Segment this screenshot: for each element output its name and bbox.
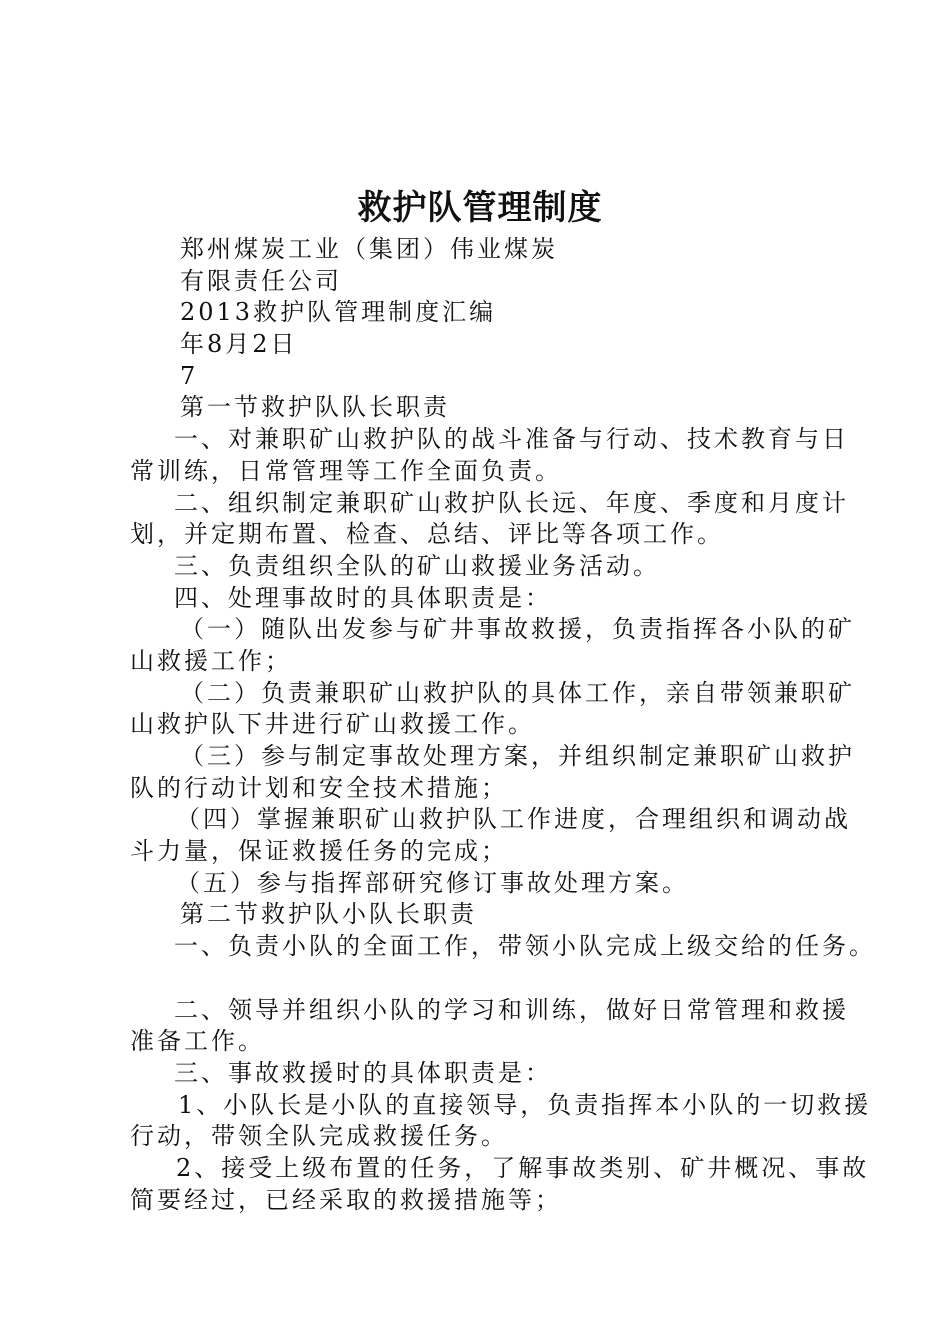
- text-line: 2013救护队管理制度汇编: [180, 298, 497, 327]
- section-heading: 第一节救护队队长职责: [180, 393, 450, 422]
- document-title: 救护队管理制度: [357, 188, 603, 228]
- paragraph-line: 一、负责小队的全面工作，带领小队完成上级交给的任务。: [174, 932, 876, 961]
- text-line: 郑州煤炭工业（集团）伟业煤炭: [180, 235, 558, 263]
- paragraph-line: 斗力量，保证救援任务的完成；: [130, 837, 508, 866]
- paragraph-line: （五）参与指挥部研究修订事故处理方案。: [176, 868, 689, 897]
- paragraph-line: 三、负责组织全队的矿山救援业务活动。: [174, 551, 660, 580]
- paragraph-line: （二）负责兼职矿山救护队的具体工作，亲自带领兼职矿: [180, 678, 855, 707]
- paragraph-line: 山救援工作；: [130, 646, 292, 675]
- paragraph-line: （三）参与制定事故处理方案，并组织制定兼职矿山救护: [180, 742, 855, 770]
- paragraph-line: 划，并定期布置、检查、总结、评比等各项工作。: [130, 520, 724, 549]
- text-line: 7: [180, 361, 199, 390]
- paragraph-line: 准备工作。: [130, 1027, 265, 1056]
- section-heading: 第二节救护队小队长职责: [180, 900, 477, 929]
- paragraph-line: 三、事故救援时的具体职责是：: [174, 1058, 552, 1087]
- paragraph-line: 2、接受上级布置的任务，了解事故类别、矿井概况、事故: [176, 1153, 870, 1182]
- paragraph-line: 队的行动计划和安全技术措施；: [130, 773, 508, 802]
- text-line: 年8月2日: [180, 330, 298, 359]
- paragraph-line: 四、处理事故时的具体职责是：: [174, 583, 552, 612]
- paragraph-line: 简要经过，已经采取的救援措施等；: [130, 1185, 562, 1214]
- text-line: 有限责任公司: [180, 266, 342, 295]
- paragraph-line: 常训练，日常管理等工作全面负责。: [130, 456, 562, 485]
- paragraph-line: 一、对兼职矿山救护队的战斗准备与行动、技术教育与日: [174, 425, 849, 454]
- paragraph-line: （四）掌握兼职矿山救护队工作进度，合理组织和调动战: [176, 805, 851, 834]
- paragraph-line: 二、组织制定兼职矿山救护队长远、年度、季度和月度计: [174, 488, 849, 517]
- paragraph-line: 山救护队下井进行矿山救援工作。: [130, 710, 535, 739]
- document-body: [130, 234, 876, 1216]
- blank-line: [130, 963, 870, 995]
- paragraph-line: 1、小队长是小队的直接领导，负责指挥本小队的一切救援: [178, 1090, 872, 1119]
- paragraph-line: 行动，带领全队完成救援任务。: [130, 1122, 508, 1151]
- paragraph-line: （一）随队出发参与矿井事故救援，负责指挥各小队的矿: [180, 615, 855, 644]
- paragraph-line: 二、领导并组织小队的学习和训练，做好日常管理和救援: [174, 995, 849, 1024]
